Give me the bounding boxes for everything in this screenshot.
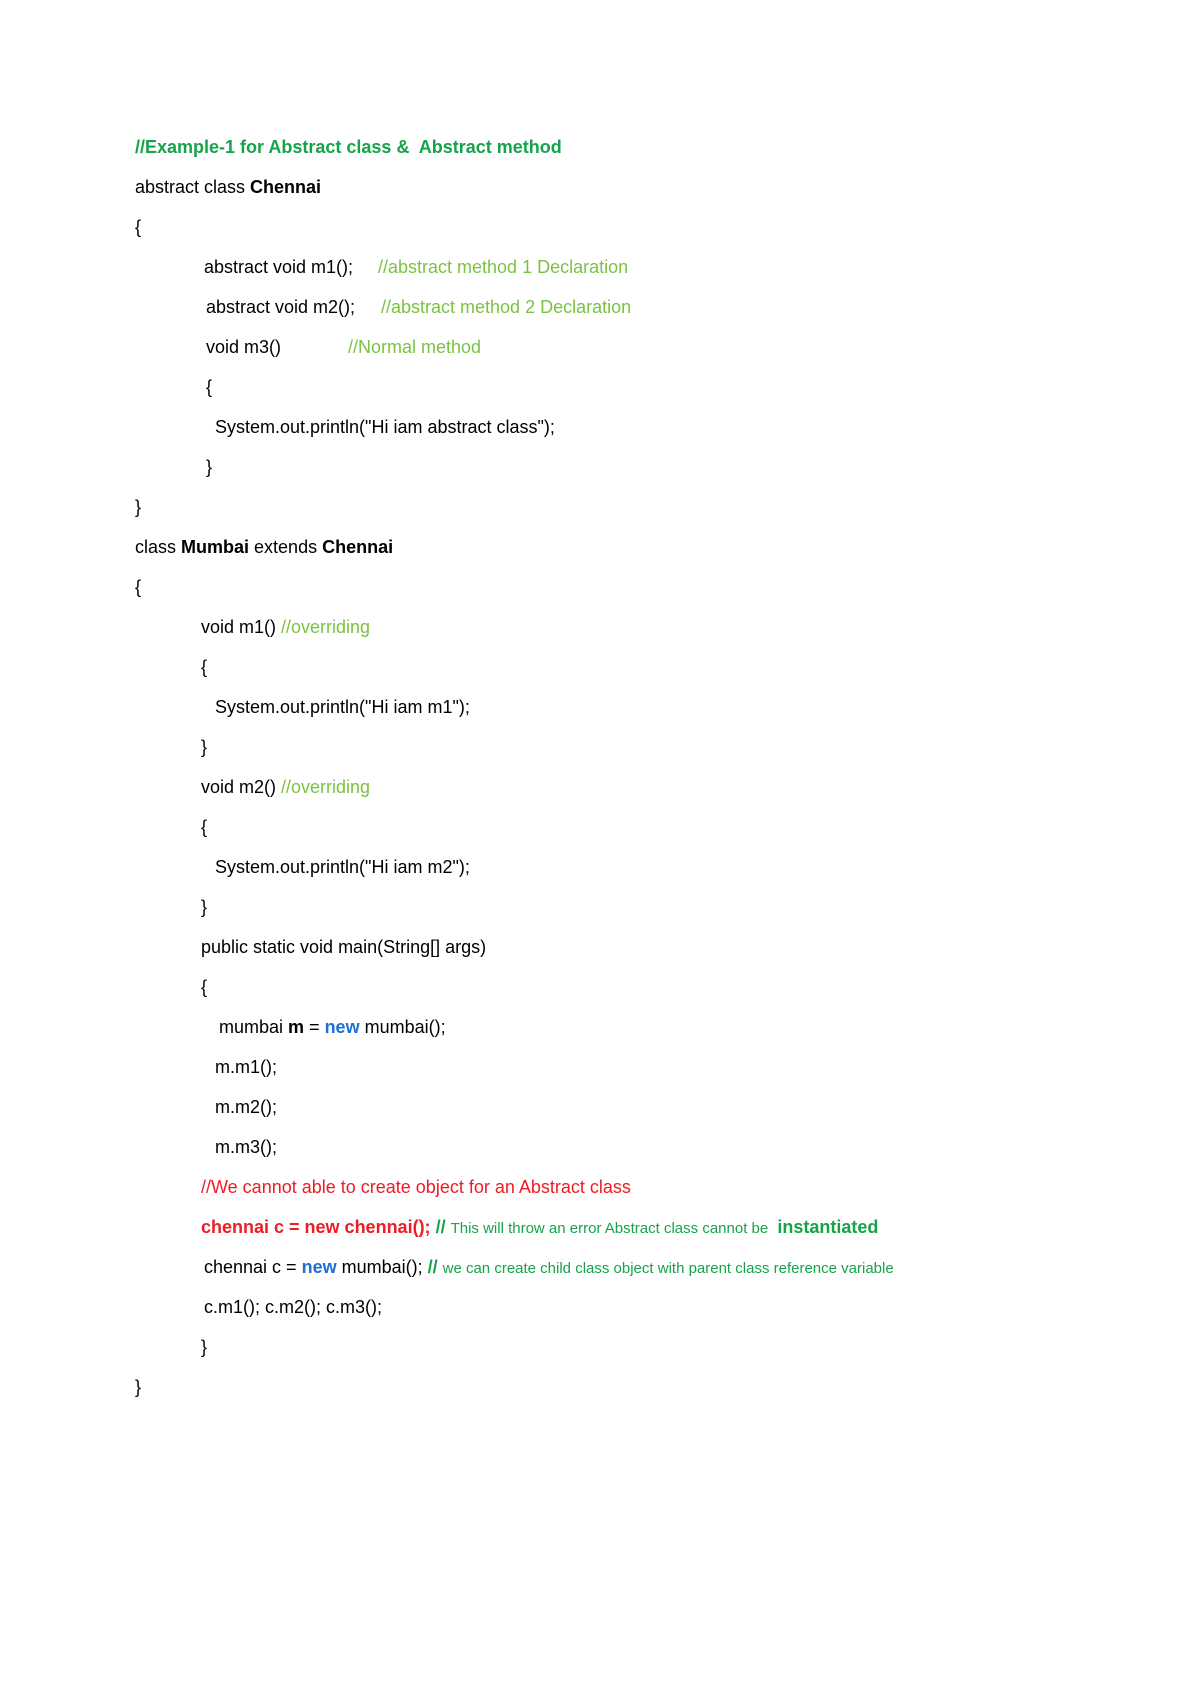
error-comment: //We cannot able to create object for an Abstract class bbox=[201, 1177, 631, 1197]
class-name: Mumbai bbox=[181, 537, 250, 557]
override-m2-line bbox=[201, 776, 370, 798]
print-statement: System.out.println("Hi iam m1"); bbox=[215, 697, 470, 717]
method-calls-line: c.m1(); c.m2(); c.m3(); bbox=[204, 1297, 382, 1317]
keyword: class bbox=[135, 537, 182, 557]
new-keyword: new bbox=[324, 1017, 360, 1037]
close-brace: } bbox=[201, 737, 208, 757]
open-brace: { bbox=[135, 217, 142, 237]
error-explanation: This will throw an error Abstract class cannot be bbox=[450, 1220, 773, 1237]
object-creation-line bbox=[219, 1016, 446, 1038]
keyword: extends bbox=[249, 537, 323, 557]
error-code: chennai c = new chennai(); bbox=[201, 1217, 436, 1237]
keyword: abstract class bbox=[135, 177, 251, 197]
override-m1-line bbox=[201, 616, 370, 638]
open-brace: { bbox=[135, 577, 142, 597]
m2-comment: //abstract method 2 Declaration bbox=[381, 297, 632, 317]
code-text: mumbai(); bbox=[336, 1257, 428, 1277]
example-title: //Example-1 for Abstract class & Abstract method bbox=[135, 137, 562, 157]
close-brace: } bbox=[201, 1337, 208, 1357]
method-call: m.m3(); bbox=[215, 1137, 277, 1157]
print-statement: System.out.println("Hi iam abstract class"); bbox=[215, 417, 555, 437]
main-method-declaration: public static void main(String[] args) bbox=[201, 937, 487, 957]
error-code-line bbox=[201, 1216, 878, 1240]
code-text: abstract void m1(); bbox=[204, 257, 354, 277]
comment-slashes: // bbox=[427, 1257, 443, 1277]
close-brace: } bbox=[135, 1377, 142, 1397]
reference-explanation: we can create child class object with parent class reference variable bbox=[442, 1260, 894, 1277]
parent-class-name: Chennai bbox=[322, 537, 394, 557]
new-keyword: new bbox=[301, 1257, 337, 1277]
code-text: void m1() bbox=[201, 617, 282, 637]
parent-reference-line bbox=[204, 1256, 894, 1280]
override-comment: //overriding bbox=[281, 777, 371, 797]
comment-slashes: // bbox=[435, 1217, 451, 1237]
print-statement: System.out.println("Hi iam m2"); bbox=[215, 857, 470, 877]
instantiated-word: instantiated bbox=[772, 1217, 879, 1237]
m3-comment: //Normal method bbox=[348, 337, 482, 357]
open-brace: { bbox=[201, 817, 208, 837]
close-brace: } bbox=[135, 497, 142, 517]
method-call: m.m2(); bbox=[215, 1097, 277, 1117]
m2-declaration-line: abstract void m2(); bbox=[206, 297, 356, 317]
m1-comment: //abstract method 1 Declaration bbox=[378, 257, 629, 277]
class-mumbai-declaration bbox=[135, 536, 393, 558]
variable-name: m bbox=[288, 1017, 305, 1037]
code-text: chennai c = bbox=[204, 1257, 302, 1277]
close-brace: } bbox=[201, 897, 208, 917]
code-text: = bbox=[304, 1017, 325, 1037]
open-brace: { bbox=[201, 977, 208, 997]
method-call: m.m1(); bbox=[215, 1057, 277, 1077]
close-brace: } bbox=[206, 457, 213, 477]
class-chennai-declaration bbox=[135, 176, 321, 198]
code-text: mumbai bbox=[219, 1017, 289, 1037]
open-brace: { bbox=[201, 657, 208, 677]
open-brace: { bbox=[206, 377, 213, 397]
override-comment: //overriding bbox=[281, 617, 371, 637]
code-text: void m2() bbox=[201, 777, 282, 797]
m1-declaration-line bbox=[204, 256, 353, 278]
code-text: mumbai(); bbox=[359, 1017, 446, 1037]
m3-declaration-line: void m3() bbox=[206, 337, 282, 357]
class-name: Chennai bbox=[250, 177, 322, 197]
